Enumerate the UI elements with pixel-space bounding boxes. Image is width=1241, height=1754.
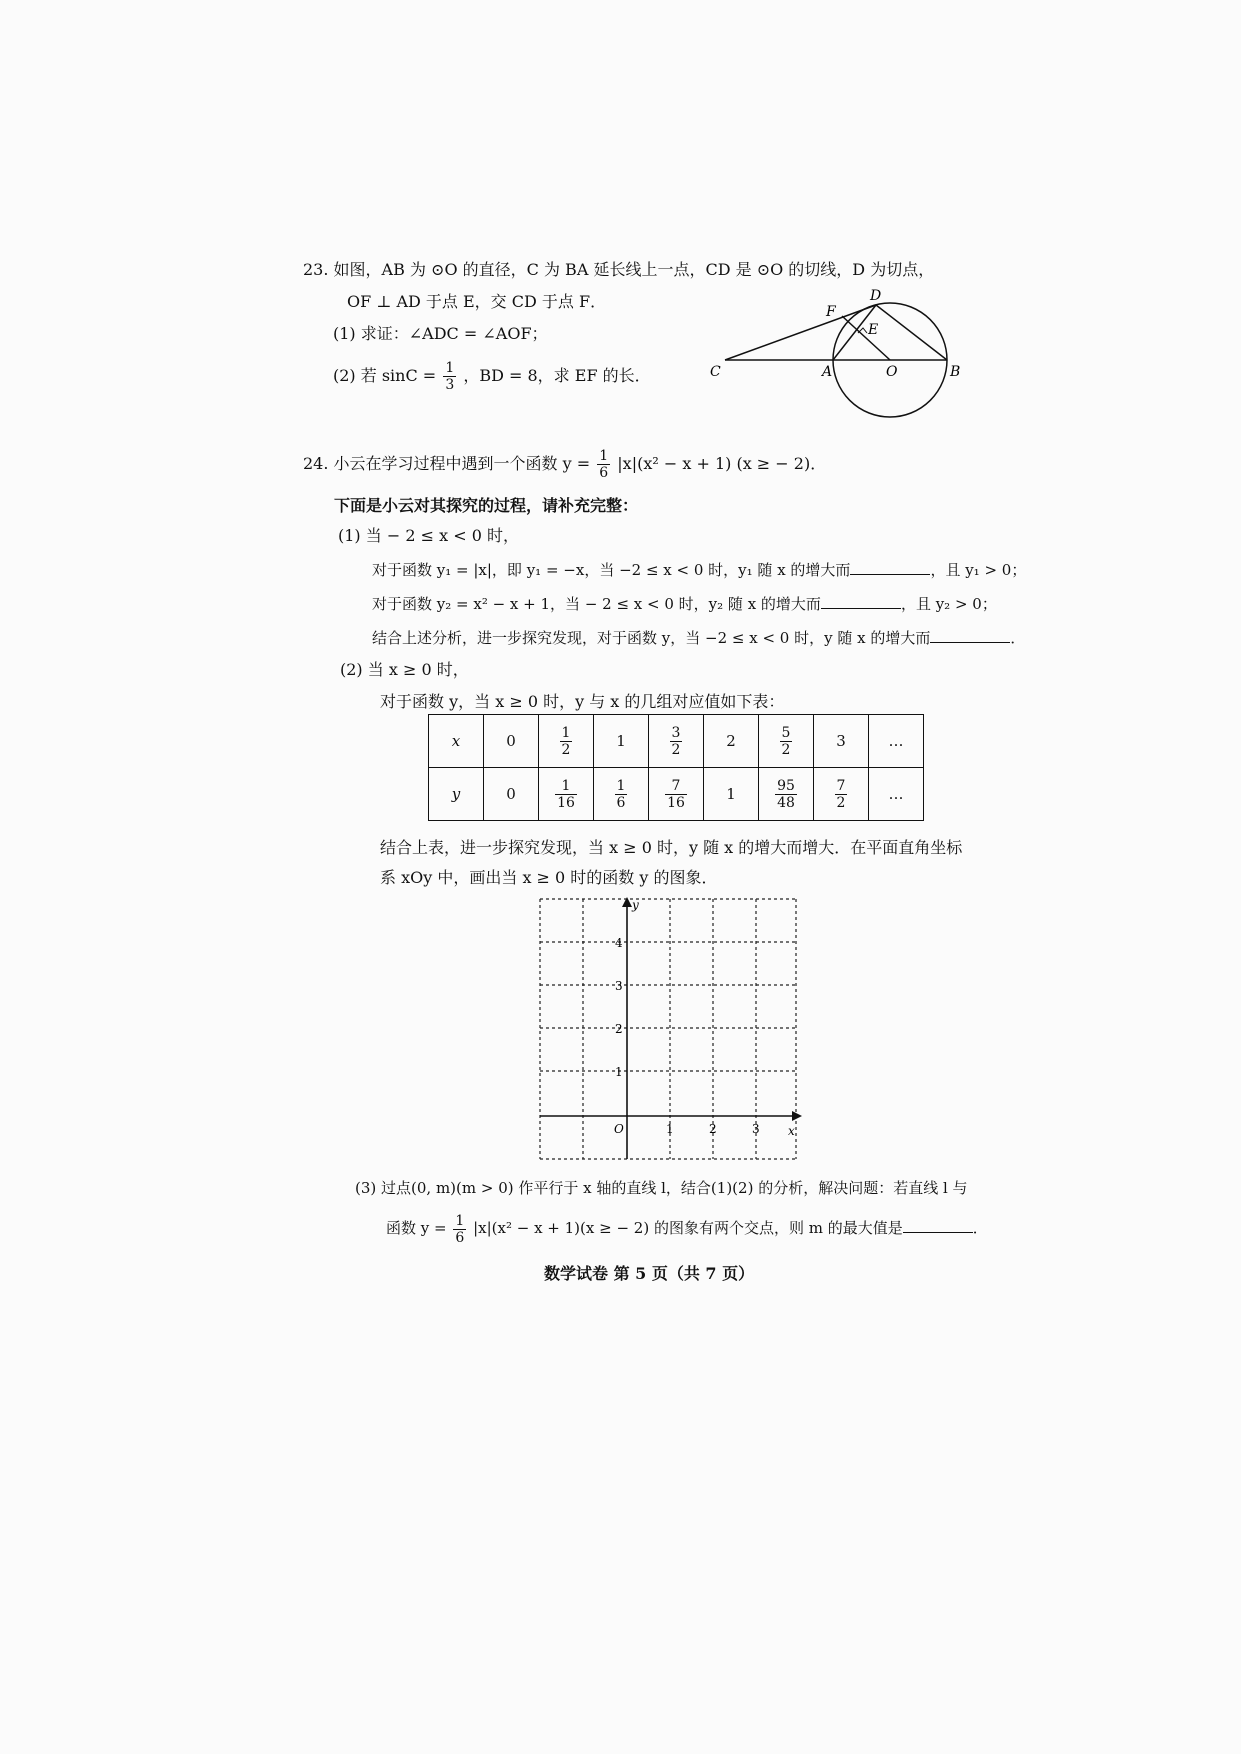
- q24-part3-line1: (3) 过点(0, m)(m > 0) 作平行于 x 轴的直线 l，结合(1)(2) 的分析，解决问题：若直线 l 与: [355, 1179, 968, 1197]
- y-tick-1: 1: [615, 1065, 623, 1079]
- y-tick-4: 4: [615, 936, 623, 950]
- label-o: O: [886, 364, 898, 380]
- table-cell: 0: [484, 768, 539, 821]
- x-tick-2: 2: [709, 1122, 717, 1136]
- q23-stem-line1: 23. 如图，AB 为 ⊙O 的直径，C 为 BA 延长线上一点，CD 是 ⊙O 的切线，D 为切点，: [303, 260, 935, 279]
- table-cell: …: [869, 715, 924, 768]
- label-f: F: [826, 304, 836, 320]
- table-cell: 3: [814, 715, 869, 768]
- x-axis-label: x: [788, 1124, 795, 1138]
- q23-geometry-figure: [700, 280, 990, 420]
- q24-part2-line1: 对于函数 y，当 x ≥ 0 时，y 与 x 的几组对应值如下表：: [380, 692, 785, 711]
- q24-stem: 24. 小云在学习过程中遇到一个函数 y = $\frac{1}{6}$ |x|(x² − x + 1) (x ≥ − 2)．: [303, 448, 827, 481]
- table-cell: y: [429, 768, 484, 821]
- table-cell: $\frac{95}{48}$: [759, 768, 814, 821]
- q24-part2-line3: 系 xOy 中，画出当 x ≥ 0 时的函数 y 的图象．: [380, 868, 718, 887]
- q24-part1-line2: 对于函数 y₂ = x² − x + 1，当 − 2 ≤ x < 0 时，y₂ 随 x 的增大而 ，且 y₂ > 0；: [372, 592, 997, 616]
- x-axis-arrow-icon: [792, 1111, 802, 1121]
- q24-part2-line2: 结合上表，进一步探究发现，当 x ≥ 0 时，y 随 x 的增大而增大．在平面直角坐标: [380, 838, 963, 857]
- coordinate-grid[interactable]: [530, 895, 810, 1163]
- q24-stem-fraction: $\frac{1}{6}$: [599, 448, 609, 481]
- table-cell: 0: [484, 715, 539, 768]
- table-cell: 1: [704, 768, 759, 821]
- q23-stem-line2: OF ⊥ AD 于点 E，交 CD 于点 F．: [347, 292, 607, 311]
- q23-part2: (2) 若 sinC = $\frac{1}{3}$ ，BD = 8，求 EF 的长．: [333, 360, 651, 393]
- table-cell: $\frac{3}{2}$: [649, 715, 704, 768]
- answer-blank-2[interactable]: [821, 592, 901, 609]
- q24-number: 24.: [303, 454, 329, 473]
- table-cell: …: [869, 768, 924, 821]
- page-footer: 数学试卷 第 5 页（共 7 页）: [544, 1264, 755, 1283]
- label-e: E: [868, 322, 879, 338]
- label-a: A: [822, 364, 833, 380]
- x-tick-1: 1: [666, 1122, 674, 1136]
- label-c: C: [710, 364, 721, 380]
- table-cell: 1: [594, 715, 649, 768]
- table-cell: $\frac{1}{6}$: [594, 768, 649, 821]
- y-tick-2: 2: [615, 1022, 623, 1036]
- q23-part1: (1) 求证：∠ADC = ∠AOF；: [333, 324, 548, 343]
- table-row-x: [429, 715, 924, 768]
- origin-label: O: [614, 1122, 624, 1136]
- q24-part2-head: (2) 当 x ≥ 0 时，: [340, 660, 469, 679]
- q24-part1-head: (1) 当 − 2 ≤ x < 0 时，: [338, 526, 519, 545]
- answer-blank-3[interactable]: [930, 626, 1010, 643]
- table-row-y: [429, 768, 924, 821]
- line-cd: [725, 305, 879, 360]
- q23-part2-fraction: $\frac{1}{3}$: [445, 360, 455, 393]
- table-cell: 2: [704, 715, 759, 768]
- q23-number: 23.: [303, 260, 329, 279]
- answer-blank-4[interactable]: [903, 1216, 973, 1233]
- q24-part1-line1: 对于函数 y₁ = |x|，即 y₁ = −x，当 −2 ≤ x < 0 时，y₁ 随 x 的增大而 ，且 y₁ > 0；: [372, 558, 1026, 582]
- line-db: [876, 305, 947, 360]
- table-cell: $\frac{7}{16}$: [649, 768, 704, 821]
- q24-part3-line2: 函数 y = $\frac{1}{6}$ |x|(x² − x + 1)(x ≥ − 2) 的图象有两个交点，则 m 的最大值是 ．: [386, 1212, 988, 1246]
- label-b: B: [950, 364, 961, 380]
- y-tick-3: 3: [615, 979, 623, 993]
- table-cell: x: [429, 715, 484, 768]
- x-tick-3: 3: [752, 1122, 760, 1136]
- right-angle-mark: [858, 328, 867, 333]
- q24-intro: 下面是小云对其探究的过程，请补充完整：: [334, 496, 639, 515]
- table-cell: $\frac{7}{2}$: [814, 768, 869, 821]
- table-cell: $\frac{1}{16}$: [539, 768, 594, 821]
- q24-part3-fraction: $\frac{1}{6}$: [455, 1212, 465, 1246]
- answer-blank-1[interactable]: [850, 558, 930, 575]
- label-d: D: [870, 288, 882, 304]
- value-table: [428, 714, 924, 821]
- table-cell: $\frac{1}{2}$: [539, 715, 594, 768]
- y-axis-label: y: [632, 898, 639, 912]
- table-cell: $\frac{5}{2}$: [759, 715, 814, 768]
- q24-part1-line3: 结合上述分析，进一步探究发现，对于函数 y，当 −2 ≤ x < 0 时，y 随 x 的增大而 ．: [372, 626, 1025, 650]
- line-of: [842, 316, 890, 360]
